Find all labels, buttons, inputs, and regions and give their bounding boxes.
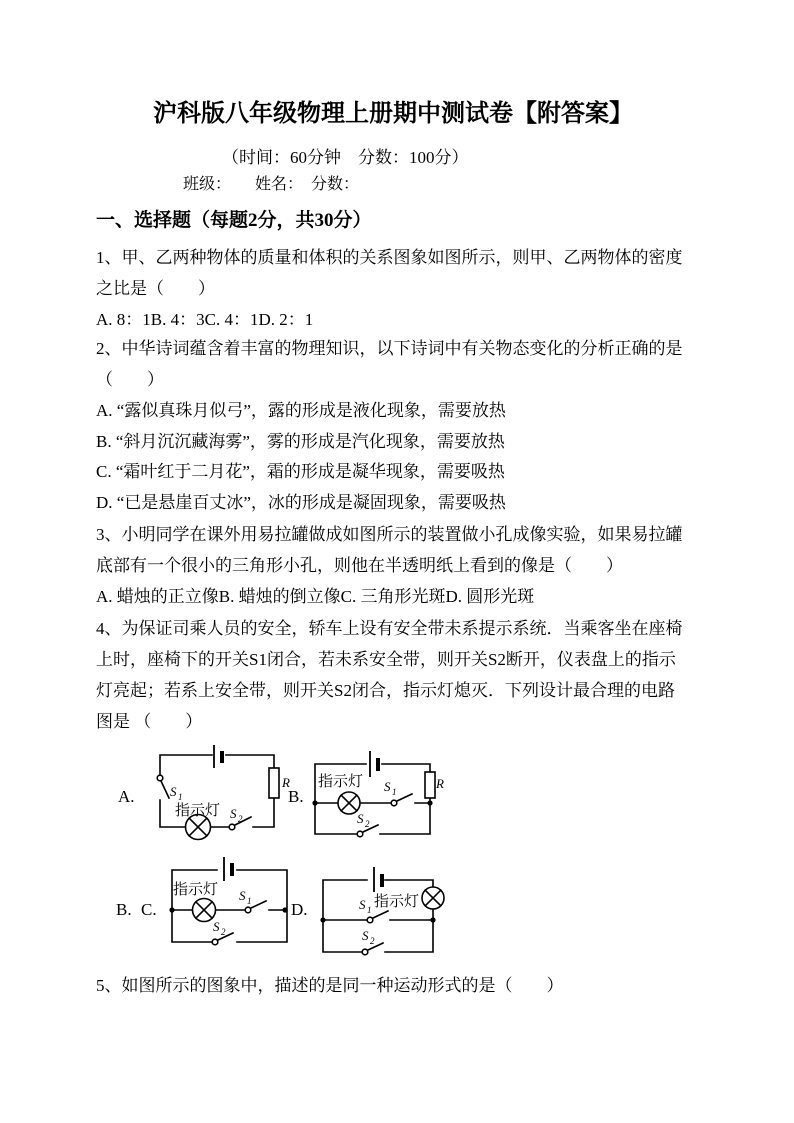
junction-dot: [430, 917, 435, 922]
option-label-d: D.: [291, 900, 308, 919]
option-label-a: A.: [118, 787, 135, 806]
question-1-line-2: 之比是（ ）: [96, 279, 215, 298]
option-label-b-bottom: B.: [116, 900, 132, 919]
junction-dot: [282, 907, 287, 912]
question-5-line-1: 5、如图所示的图象中，描述的是同一种运动形式的是（ ）: [96, 976, 564, 995]
battery-icon: [214, 745, 222, 768]
question-1-line-1: 1、甲、乙两种物体的质量和体积的关系图象如图所示，则甲、乙两物体的密度: [96, 248, 683, 267]
question-3-options: A. 蜡烛的正立像B. 蜡烛的倒立像C. 三角形光斑D. 圆形光斑: [96, 587, 535, 606]
resistor-icon: [269, 768, 279, 798]
class-name-score-line: 班级： 姓名： 分数：: [183, 176, 360, 193]
switch-s1-label: S: [384, 779, 391, 794]
junction-dot: [427, 800, 432, 805]
resistor-label: R: [436, 776, 444, 791]
question-2-option-a: A. “露似真珠月似弓”，露的形成是液化现象，需要放热: [96, 401, 506, 420]
switch-s1-sub: 1: [392, 787, 397, 797]
exam-title: 沪科版八年级物理上册期中测试卷【附答案】: [153, 101, 633, 127]
question-4-line-3: 灯亮起；若系上安全带，则开关S2闭合，指示灯熄灭．下列设计最合理的电路: [96, 681, 675, 700]
section-1-heading: 一、选择题（每题2分，共30分）: [96, 210, 372, 231]
question-2-option-c: C. “霜叶红于二月花”，霜的形成是凝华现象，需要吸热: [96, 462, 505, 481]
time-score-line: （时间：60分钟 分数：100分）: [222, 148, 469, 167]
switch-s1-label: S: [170, 784, 177, 799]
switch-s2-sub: 2: [238, 814, 243, 824]
indicator-lamp-label: 指示灯: [175, 802, 221, 819]
battery-icon: [224, 857, 232, 881]
circuit-options-figure: [90, 735, 470, 980]
switch-s2-sub: 2: [370, 936, 375, 946]
circuit-diagram-d: [320, 867, 444, 955]
switch-s2-sub: 2: [221, 927, 226, 937]
battery-icon: [370, 751, 378, 777]
switch-s1-label: S: [359, 897, 366, 912]
indicator-lamp-label: 指示灯: [318, 773, 364, 790]
option-label-c: C.: [141, 900, 157, 919]
option-label-b-top: B.: [288, 787, 304, 806]
question-4-line-4: 图是 （ ）: [96, 712, 203, 731]
switch-s1-label: S: [239, 888, 246, 903]
switch-s2-label: S: [230, 806, 237, 821]
question-4-line-1: 4、为保证司乘人员的安全，轿车上设有安全带未系提示系统．当乘客坐在座椅: [96, 619, 683, 638]
question-4-line-2: 上时，座椅下的开关S1闭合，若未系安全带，则开关S2断开，仪表盘上的指示: [96, 650, 676, 669]
lamp-icon: [422, 887, 444, 909]
resistor-label: R: [282, 775, 290, 790]
circuit-diagram-b: [312, 751, 444, 837]
switch-s1-sub: 1: [247, 896, 252, 906]
junction-dot: [320, 917, 325, 922]
switch-s1-sub: 1: [178, 792, 183, 802]
switch-s1-sub: 1: [367, 905, 372, 915]
circuit-diagram-a: [157, 745, 290, 840]
question-3-line-1: 3、小明同学在课外用易拉罐做成如图所示的装置做小孔成像实验，如果易拉罐: [96, 525, 683, 544]
question-2-line-2: （ ）: [96, 370, 164, 389]
circuit-diagram-c: [169, 857, 287, 945]
question-3-line-2: 底部有一个很小的三角形小孔，则他在半透明纸上看到的像是（ ）: [96, 556, 623, 575]
switch-s2-label: S: [213, 919, 220, 934]
resistor-icon: [425, 772, 435, 798]
battery-icon: [374, 867, 382, 892]
indicator-lamp-label: 指示灯: [374, 893, 420, 910]
switch-s2-label: S: [362, 928, 369, 943]
junction-dot: [312, 800, 317, 805]
junction-dot: [169, 907, 174, 912]
question-2-line-1: 2、中华诗词蕴含着丰富的物理知识，以下诗词中有关物态变化的分析正确的是: [96, 339, 683, 358]
switch-icon: [157, 775, 169, 798]
question-2-option-d: D. “已是悬崖百丈冰”，冰的形成是凝固现象，需要吸热: [96, 493, 506, 512]
switch-s2-sub: 2: [365, 819, 370, 829]
question-1-options: A. 8：1B. 4：3C. 4：1D. 2：1: [96, 310, 314, 329]
switch-s2-label: S: [357, 811, 364, 826]
indicator-lamp-label: 指示灯: [173, 881, 219, 898]
question-2-option-b: B. “斜月沉沉藏海雾”，雾的形成是汽化现象，需要放热: [96, 432, 505, 451]
